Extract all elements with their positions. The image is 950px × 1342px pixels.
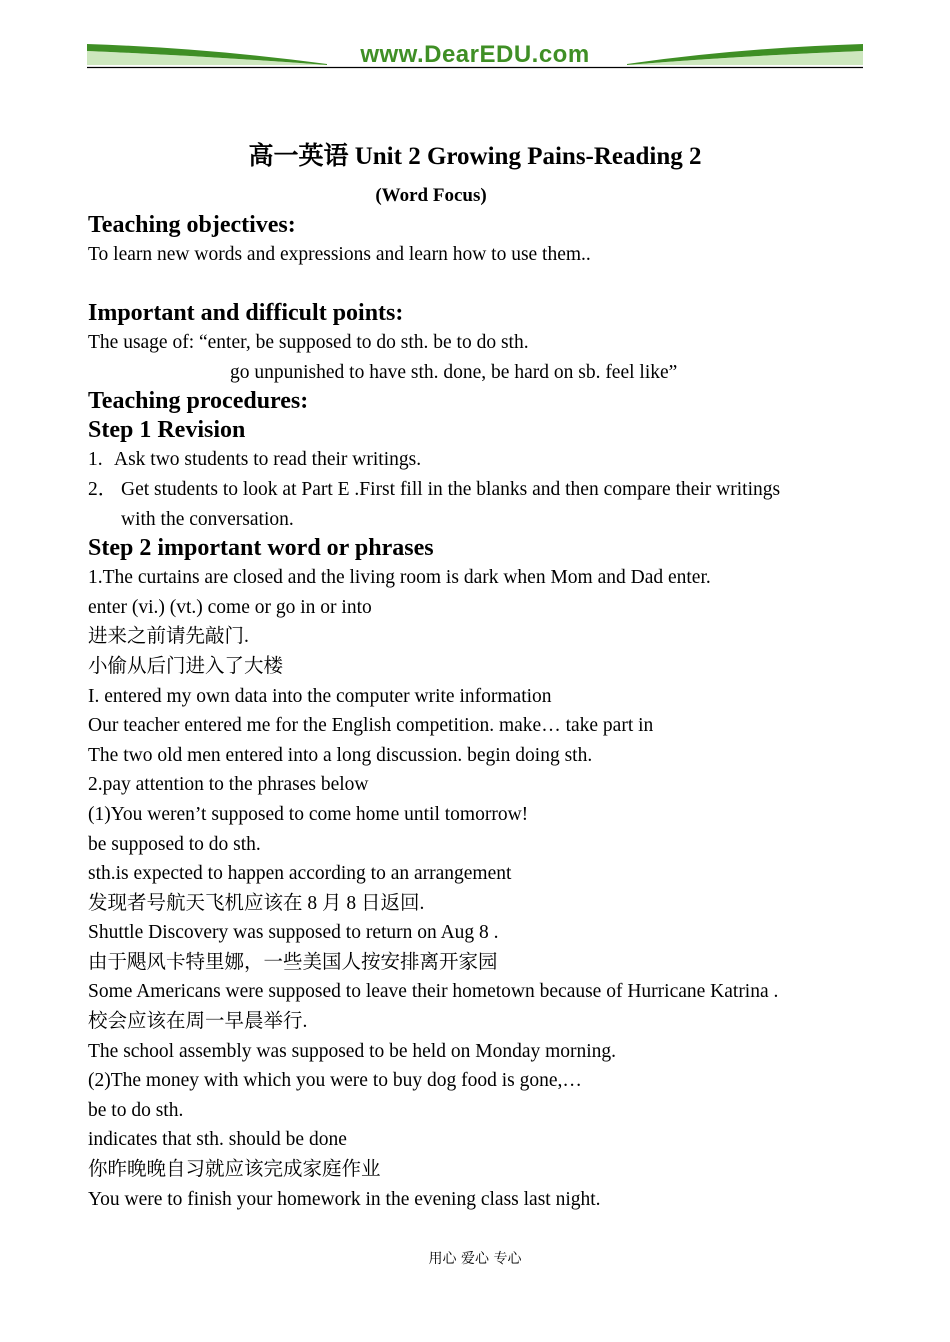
text-line: 校会应该在周一早晨举行.: [88, 1011, 308, 1033]
text-line: (2)The money with which you were to buy dog food is gone,…: [88, 1070, 582, 1092]
objectives-heading: Teaching objectives:: [88, 212, 296, 238]
text-line: 小偷从后门进入了大楼: [88, 655, 284, 677]
text-line: The two old men entered into a long discussion. begin doing sth.: [88, 744, 593, 766]
text-line: 进来之前请先敲门.: [88, 626, 249, 648]
text-line: be supposed to do sth.: [88, 833, 261, 855]
text-line: be to do sth.: [88, 1099, 184, 1121]
text-line: (1)You weren’t supposed to come home until tomorrow!: [88, 803, 529, 825]
list-text-continued: with the conversation.: [121, 508, 294, 530]
text-line: 1.The curtains are closed and the living room is dark when Mom and Dad enter.: [88, 567, 711, 589]
text-line: 发现者号航天飞机应该在 8 月 8 日返回.: [88, 892, 425, 914]
points-line: go unpunished to have sth. done, be hard on sb. feel like”: [230, 361, 678, 383]
text-line: Our teacher entered me for the English competition. make… take part in: [88, 715, 654, 737]
text-line: sth.is expected to happen according to an arrangement: [88, 863, 512, 885]
text-line: The school assembly was supposed to be held on Monday morning.: [88, 1040, 617, 1062]
text-line: 由于飓风卡特里娜，一些美国人按安排离开家园: [88, 951, 498, 973]
page-footer: 用心 爱心 专心: [428, 1251, 522, 1267]
document-body: [88, 211, 868, 1214]
text-line: enter (vi.) (vt.) come or go in or into: [88, 596, 372, 618]
points-line: The usage of: “enter, be supposed to do sth. be to do sth.: [88, 332, 529, 354]
blank-line: [88, 270, 868, 300]
text-line: You were to finish your homework in the evening class last night.: [88, 1188, 601, 1210]
text-line: Shuttle Discovery was supposed to return on Aug 8 .: [88, 922, 499, 944]
text-line: 2.pay attention to the phrases below: [88, 774, 369, 796]
list-number: 1.: [88, 449, 103, 471]
step1-item: [88, 475, 868, 505]
step1-heading: Step 1 Revision: [88, 417, 246, 444]
document-subtitle: (Word Focus): [375, 185, 487, 206]
header-banner: [87, 40, 863, 70]
text-line: 你昨晚晚自习就应该完成家庭作业: [88, 1159, 381, 1181]
step2-lines: [88, 563, 868, 1214]
points-heading: Important and difficult points:: [88, 300, 404, 327]
step1-item: [88, 445, 868, 475]
document-title: 高一英语 Unit 2 Growing Pains-Reading 2: [248, 143, 702, 170]
list-number: 2．: [88, 478, 118, 500]
text-line: Some Americans were supposed to leave their hometown because of Hurricane Katrina .: [88, 981, 779, 1003]
objectives-text: To learn new words and expressions and learn how to use them..: [88, 244, 591, 265]
step2-heading: Step 2 important word or phrases: [88, 535, 434, 562]
procedures-heading: Teaching procedures:: [88, 388, 309, 415]
text-line: I. entered my own data into the computer write information: [88, 685, 552, 707]
site-logo: www.DearEDU.com: [360, 41, 590, 68]
text-line: indicates that sth. should be done: [88, 1129, 347, 1151]
list-text: Ask two students to read their writings.: [114, 449, 422, 471]
list-text: Get students to look at Part E .First fill in the blanks and then compare their writings: [121, 478, 781, 500]
